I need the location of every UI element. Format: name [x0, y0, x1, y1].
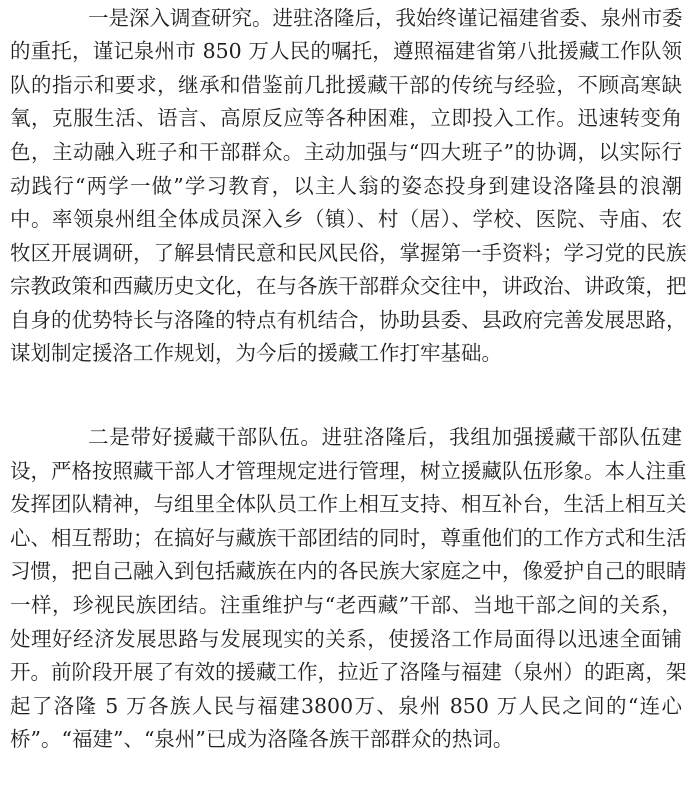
paragraph-line: 的重托，谨记泉州市 850 万人民的嘱托，遵照福建省第八批援藏工作队领 [10, 39, 682, 63]
paragraph-line: 发挥团队精神，与组里全体队员工作上相互支持、相互补台，生活上相互关 [10, 492, 687, 516]
paragraph-line: 桥”。“福建”、“泉州”已成为洛隆各族干部群众的热词。 [10, 727, 514, 751]
paragraph-line: 队的指示和要求，继承和借鉴前几批援藏干部的传统与经验，不顾高寒缺 [10, 73, 682, 97]
paragraph-line: 一样，珍视民族团结。注重维护与“老西藏”干部、当地干部之间的关系， [10, 593, 682, 617]
paragraph-line: 宗教政策和西藏历史文化，在与各族干部群众交往中，讲政治、讲政策，把 [10, 274, 687, 298]
paragraph-line: 设，严格按照藏干部人才管理规定进行管理，树立援藏队伍形象。本人注重 [10, 459, 687, 483]
paragraph-line: 心、相互帮助；在搞好与藏族干部团结的同时，尊重他们的工作方式和生活 [10, 526, 687, 550]
paragraph-line: 开。前阶段开展了有效的援藏工作，拉近了洛隆与福建（泉州）的距离，架 [10, 660, 687, 684]
paragraph-line: 氧，克服生活、语言、高原反应等各种困难，立即投入工作。迅速转变角 [10, 106, 682, 130]
paragraph-line: 一是深入调查研究。进驻洛隆后，我始终谨记福建省委、泉州市委 [88, 6, 683, 30]
paragraph-line: 处理好经济发展思路与发展现实的关系，使援洛工作局面得以迅速全面铺 [10, 627, 682, 651]
paragraph-line: 谋划制定援洛工作规划，为今后的援藏工作打牢基础。 [10, 341, 502, 365]
paragraph-line: 动践行“两学一做”学习教育，以主人翁的姿态投身到建设洛隆县的浪潮 [10, 174, 682, 198]
paragraph-line: 二是带好援藏干部队伍。进驻洛隆后，我组加强援藏干部队伍建 [88, 425, 682, 449]
paragraph-line: 色，主动融入班子和干部群众。主动加强与“四大班子”的协调，以实际行 [10, 140, 682, 164]
paragraph-line: 起了洛隆 5 万各族人民与福建3800万、泉州 850 万人民之间的“连心 [10, 694, 682, 718]
paragraph-line: 习惯，把自己融入到包括藏族在内的各民族大家庭之中，像爱护自己的眼睛 [10, 559, 687, 583]
paragraph-line: 自身的优势特长与洛隆的特点有机结合，协助县委、县政府完善发展思路， [10, 308, 687, 332]
paragraph-line: 中。率领泉州组全体成员深入乡（镇）、村（居）、学校、医院、寺庙、农 [10, 207, 682, 231]
paragraph-line: 牧区开展调研，了解县情民意和民风民俗，掌握第一手资料；学习党的民族 [10, 241, 687, 265]
